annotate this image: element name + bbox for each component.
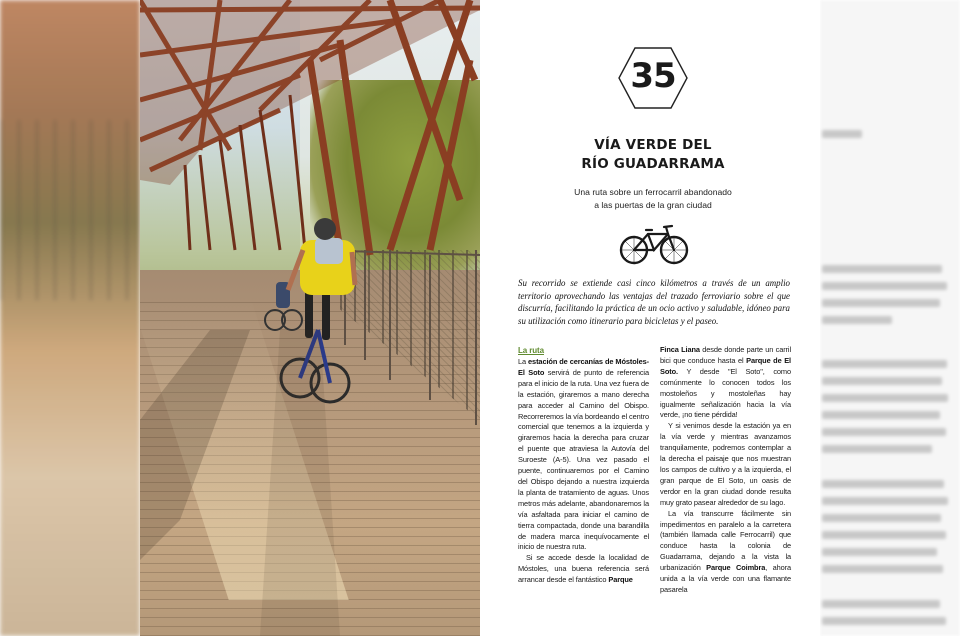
- text-run: Si se accede desde la localidad de Móstoles, una buena referencia será arrancar desde el fantástico: [518, 553, 649, 585]
- blurred-text-line: [822, 299, 940, 307]
- text-column-left: [518, 345, 649, 586]
- bridge-cyclist-photo: [140, 0, 480, 636]
- blurred-text-line: [822, 497, 948, 505]
- blurred-text-line: [822, 316, 892, 324]
- text-run: La vía transcurre fácilmente sin impedimentos en paralelo a la carretera (también llamada calle Ferrocarril) que conduce hasta la colonia de Guadarrama, dejando a la vista la urbanización: [660, 508, 791, 573]
- page-subtitle-line-1: Una ruta sobre un ferrocarril abandonado: [574, 187, 732, 197]
- blurred-text-line: [822, 514, 941, 522]
- distant-cyclist: [265, 310, 302, 330]
- text-run-bold: estación de cercanías de Móstoles-El Soto: [518, 357, 649, 377]
- paragraph: [518, 357, 649, 553]
- route-page: [480, 0, 820, 636]
- blurred-background-left: [0, 0, 140, 636]
- blurred-fence: [0, 120, 140, 300]
- blurred-text-line: [822, 531, 946, 539]
- blurred-text-line: [822, 411, 940, 419]
- blurred-text-line: [822, 282, 947, 290]
- text-run-bold: Parque Coimbra: [706, 563, 766, 573]
- blurred-text-line: [822, 265, 942, 273]
- page-subtitle: [520, 186, 786, 212]
- text-run: servirá de punto de referencia para el inicio de la ruta. Una vez fuera de la estación, giraremos a mano derecha para acceder al Camino del Obispo. Recorreremos la vía bordeando el centro comercial que tenemos a la izquierda y giraremos hacia la derecha para cruzar el puente que atraviesa la Autovía del Suroeste (A-5). Una vez pasado el puente, continuaremos por el Camino del Obispo dejando a nuestra izquierda la planta de tratamiento de aguas. Unos metros más adelante, abandonaremos la vía asfaltada para iniciar el camino de tierra compactada, donde una barandilla de madera marca inequívocamente el inicio de nuestra ruta.: [518, 367, 649, 552]
- blurred-text-line: [822, 394, 948, 402]
- page-title-line-2: RÍO GUADARRAMA: [581, 156, 725, 172]
- paragraph: [660, 345, 791, 421]
- text-run-bold: Parque de El Soto.: [660, 355, 791, 376]
- section-heading: La ruta: [518, 346, 544, 355]
- paragraph: [660, 421, 791, 508]
- blurred-text-line: [822, 360, 947, 368]
- text-column-right: [660, 345, 791, 596]
- paragraph: [660, 509, 791, 596]
- blurred-background-right: [820, 0, 960, 636]
- text-run: La: [518, 357, 529, 366]
- text-run-bold: Finca Liana: [660, 345, 700, 354]
- blurred-text-line: [822, 600, 940, 608]
- blurred-text-line: [822, 428, 946, 436]
- blurred-text-line: [822, 130, 862, 138]
- page-title: [520, 136, 786, 174]
- blurred-text-line: [822, 445, 932, 453]
- text-run: Y si venimos desde la estación ya en la vía verde y mientras avanzamos tranquilamente, podremos contemplar a la derecha el paisaje que nos muestran los campos de cultivo y a la izquierda, el gran parque de El Soto, un oasis de verdor en la gran ciudad donde resulta muy grato pasear alrededor de su lago.: [660, 421, 791, 507]
- text-run-bold: Parque: [608, 575, 633, 585]
- blurred-text-line: [822, 565, 943, 573]
- route-intro: Su recorrido se extiende casi cinco kilómetros a través de un amplio territorio aprovechando las ventajas del trazado ferroviario sobre el que discurría, facilitando la práctica de un ocio activo y saludable, idóneo para su utilización como itinerario para bicicletas y el paseo.: [518, 278, 790, 326]
- text-run: , ahora unida a la vía verde con una flamante pasarela: [660, 563, 792, 594]
- page-subtitle-line-2: a las puertas de la gran ciudad: [594, 200, 712, 210]
- paragraph: [518, 553, 649, 586]
- blurred-text-line: [822, 617, 946, 625]
- page-title-line-1: VÍA VERDE DEL: [594, 137, 712, 153]
- bridge-truss-drawing: [140, 0, 480, 636]
- bicycle-icon: [618, 222, 690, 266]
- blurred-text-line: [822, 480, 944, 488]
- text-run: Y desde "El Soto", como comúnmente lo conocen todos los mostoleños y mostoleñas hay igualmente señalización hacia la vía verde, ¡no tiene pérdida!: [660, 366, 791, 420]
- route-number: 35: [630, 56, 676, 96]
- blurred-text-line: [822, 548, 937, 556]
- text-run: desde donde parte un carril bici que conduce hasta el: [660, 345, 792, 365]
- blurred-text-line: [822, 377, 942, 385]
